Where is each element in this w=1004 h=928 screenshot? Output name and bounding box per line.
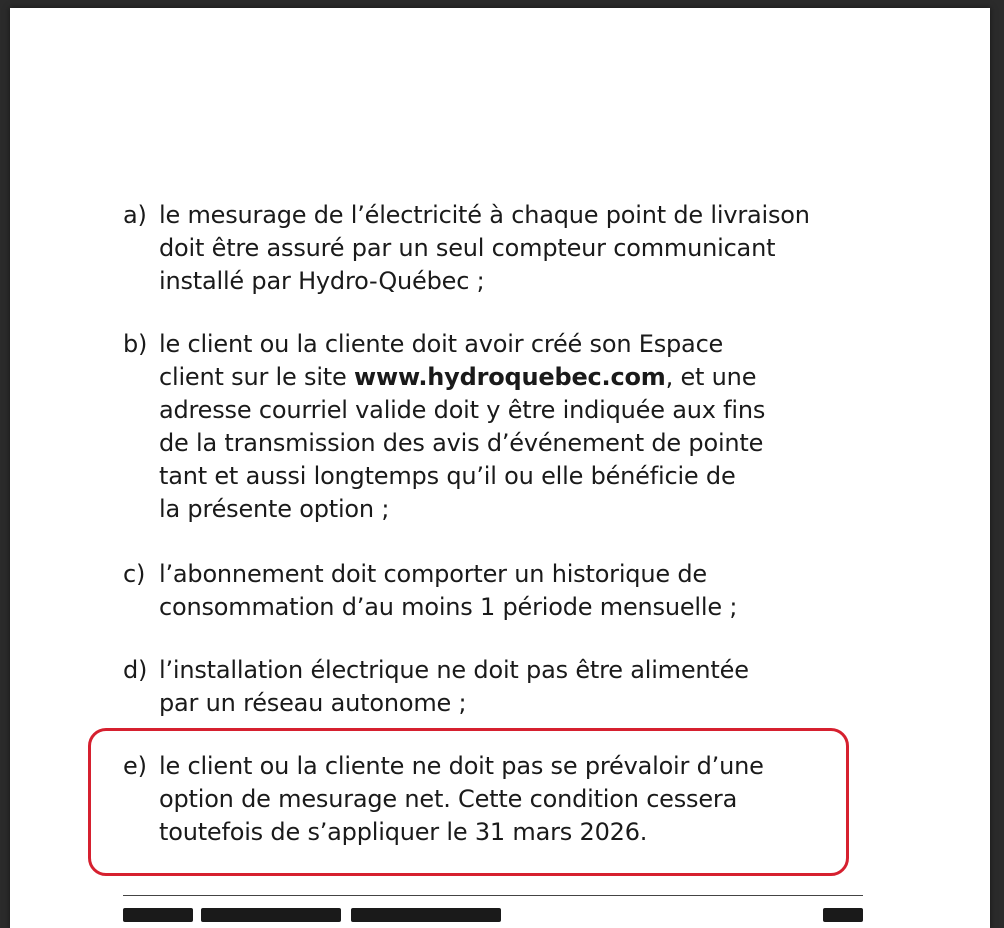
text-line: l’abonnement doit comporter un historique de	[159, 560, 707, 588]
condition-b	[123, 328, 883, 526]
condition-marker: b)	[123, 330, 148, 358]
text-line: consommation d’au moins 1 période mensuelle ;	[159, 593, 738, 621]
condition-c	[123, 558, 883, 624]
condition-marker: c)	[123, 560, 146, 588]
text-line: le mesurage de l’électricité à chaque point de livraison	[159, 201, 810, 229]
condition-marker: a)	[123, 201, 147, 229]
condition-text	[159, 558, 883, 624]
text-line: par un réseau autonome ;	[159, 689, 467, 717]
condition-a	[123, 199, 883, 298]
condition-e	[123, 750, 883, 849]
text-line: le client ou la cliente ne doit pas se prévaloir d’une	[159, 752, 764, 780]
condition-marker: e)	[123, 752, 147, 780]
text-line: le client ou la cliente doit avoir créé son Espace	[159, 330, 724, 358]
text-line: installé par Hydro-Québec ;	[159, 267, 485, 295]
text-line-with-link	[159, 361, 883, 394]
cut-off-glyphs	[123, 908, 193, 922]
condition-text	[159, 750, 883, 849]
condition-d	[123, 654, 883, 720]
cut-off-glyphs	[351, 908, 501, 922]
website-link[interactable]: www.hydroquebec.com	[354, 363, 666, 391]
text-fragment: , et une	[665, 363, 757, 391]
cut-off-glyphs	[823, 908, 863, 922]
text-line: la présente option ;	[159, 495, 390, 523]
condition-text	[159, 654, 883, 720]
text-fragment: client sur le site	[159, 363, 354, 391]
condition-marker: d)	[123, 656, 148, 684]
text-line: de la transmission des avis d’événement de pointe	[159, 429, 764, 457]
text-line: adresse courriel valide doit y être indiquée aux fins	[159, 396, 766, 424]
text-line: option de mesurage net. Cette condition cessera	[159, 785, 738, 813]
text-line: toutefois de s’appliquer le 31 mars 2026.	[159, 818, 648, 846]
footer-cut-off-text	[123, 902, 863, 922]
condition-text	[159, 199, 883, 298]
condition-text	[159, 328, 883, 526]
cut-off-glyphs	[201, 908, 341, 922]
text-line: tant et aussi longtemps qu’il ou elle bénéficie de	[159, 462, 736, 490]
text-line: l’installation électrique ne doit pas être alimentée	[159, 656, 749, 684]
document-page	[10, 8, 990, 928]
footer-divider	[123, 895, 863, 896]
text-line: doit être assuré par un seul compteur communicant	[159, 234, 776, 262]
